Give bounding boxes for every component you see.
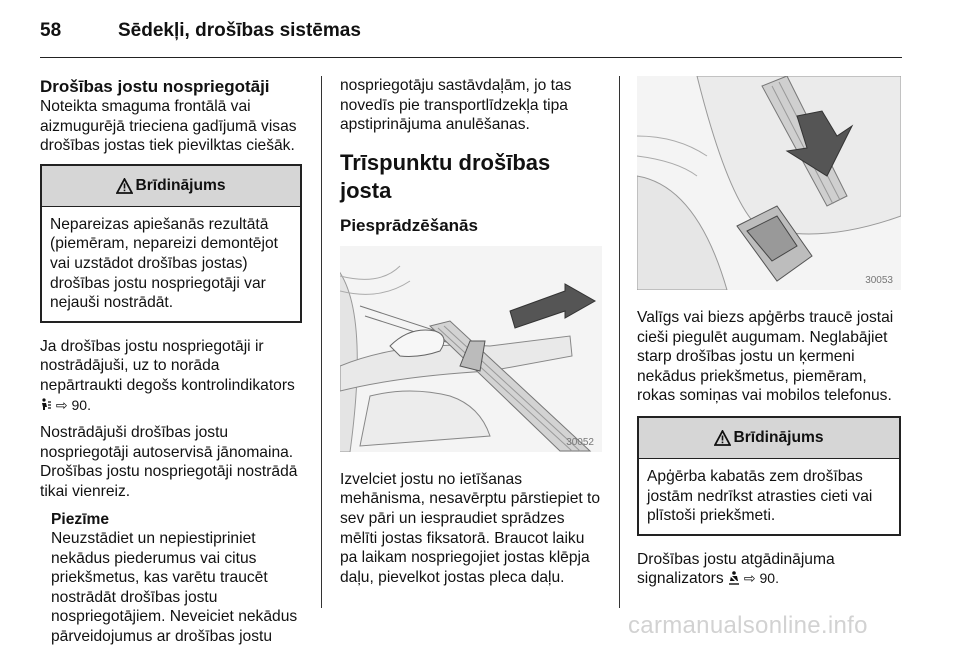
warning-title: Brīdinājums xyxy=(733,428,824,446)
warning-header xyxy=(42,166,300,207)
page-reference: ⇨ 90. xyxy=(740,570,779,587)
paragraph: nospriegotāju sastāvdaļām, jo tas novedīs pie transportlīdzekļa tipa apstiprinājuma anulēšanas. xyxy=(340,77,572,134)
column-1 xyxy=(40,76,302,647)
paragraph: Izvelciet jostu no ietīšanas mehānisma, nesavērptu pārstiepiet to sev pāri un iespraudiet sprādzes mēlīti jostas fiksatorā. Braucot laiku pa laikam nospriegojiet jostas klēpja daļu, pievelkot jostas pleca daļu. xyxy=(340,470,601,586)
seatbelt-buckling-illustration xyxy=(340,246,602,452)
watermark: carmanualsonline.info xyxy=(628,612,868,639)
seatbelt-illustration-image xyxy=(340,246,602,452)
warning-header xyxy=(639,418,899,459)
paragraph: Valīgs vai biezs apģērbs traucē jostai cieši piegulēt augumam. Neglabājiet starp drošības jostu un ķermeni nekādus priekšmetus, piemēram, rokas somiņas vai mobilos telefonus. xyxy=(637,309,894,405)
seatbelt-clothing-illustration xyxy=(637,76,901,290)
warning-box xyxy=(40,164,302,323)
column-2 xyxy=(340,76,602,587)
subheading: Piesprādzēšanās xyxy=(340,215,478,235)
paragraph xyxy=(637,550,901,589)
note xyxy=(40,510,302,647)
seatbelt-clothing-image xyxy=(637,76,901,290)
header-divider xyxy=(40,57,902,58)
column-divider xyxy=(321,76,322,608)
figure-number: 30053 xyxy=(865,275,893,286)
column-divider xyxy=(619,76,620,608)
paragraph: Nostrādājuši drošības jostu nospriegotāji autoservisā jānomaina. Drošības jostu nospriegotāji nostrādā tikai vienreiz. xyxy=(40,424,298,500)
page-number: 58 xyxy=(40,20,62,41)
page-reference: ⇨ 90. xyxy=(52,396,91,413)
paragraph-text: Drošības jostu atgādinājuma signalizators xyxy=(637,550,835,588)
note-label: Piezīme xyxy=(51,510,110,528)
note-text: Neuzstādiet un nepiestipriniet nekādus piederumus vai citus priekšmetus, kas varētu traucēt nostrādāt drošības jostu nospriegotājiem. Neveiciet nekādus pārveidojumus ar drošības jostu xyxy=(51,530,298,646)
warning-triangle-icon xyxy=(714,430,731,446)
paragraph-text: Ja drošības jostu nospriegotāji ir nostrādājuši, uz to norāda nepārtraukti degošs kontrolindikators xyxy=(40,337,295,394)
section-heading: Drošības jostu nospriegotāji xyxy=(40,77,270,96)
column-3 xyxy=(637,76,901,589)
intro-paragraph: Noteikta smaguma frontālā vai aizmugurējā trieciena gadījumā visas drošības jostas tiek pievilktas ciešāk. xyxy=(40,98,297,155)
page-header xyxy=(40,14,900,54)
seatbelt-reminder-icon xyxy=(728,571,740,585)
warning-box xyxy=(637,416,901,536)
warning-triangle-icon xyxy=(116,178,133,194)
seatbelt-tensioner-indicator-icon xyxy=(40,398,52,411)
paragraph xyxy=(40,337,302,415)
warning-title: Brīdinājums xyxy=(135,176,226,194)
page-title: Sēdekļi, drošības sistēmas xyxy=(118,20,361,41)
warning-text: Apģērba kabatās zem drošības jostām nedrīkst atrasties cieti vai plīstoši priekšmeti. xyxy=(647,467,873,525)
figure-number: 30052 xyxy=(566,436,594,448)
warning-text: Nepareizas apiešanās rezultātā (piemēram, nepareizi demontējot vai uzstādot drošības jostas) drošības jostu nospriegotāji var nejauši nostrādāt. xyxy=(50,215,278,312)
section-heading: Trīspunktu drošības josta xyxy=(340,149,551,203)
